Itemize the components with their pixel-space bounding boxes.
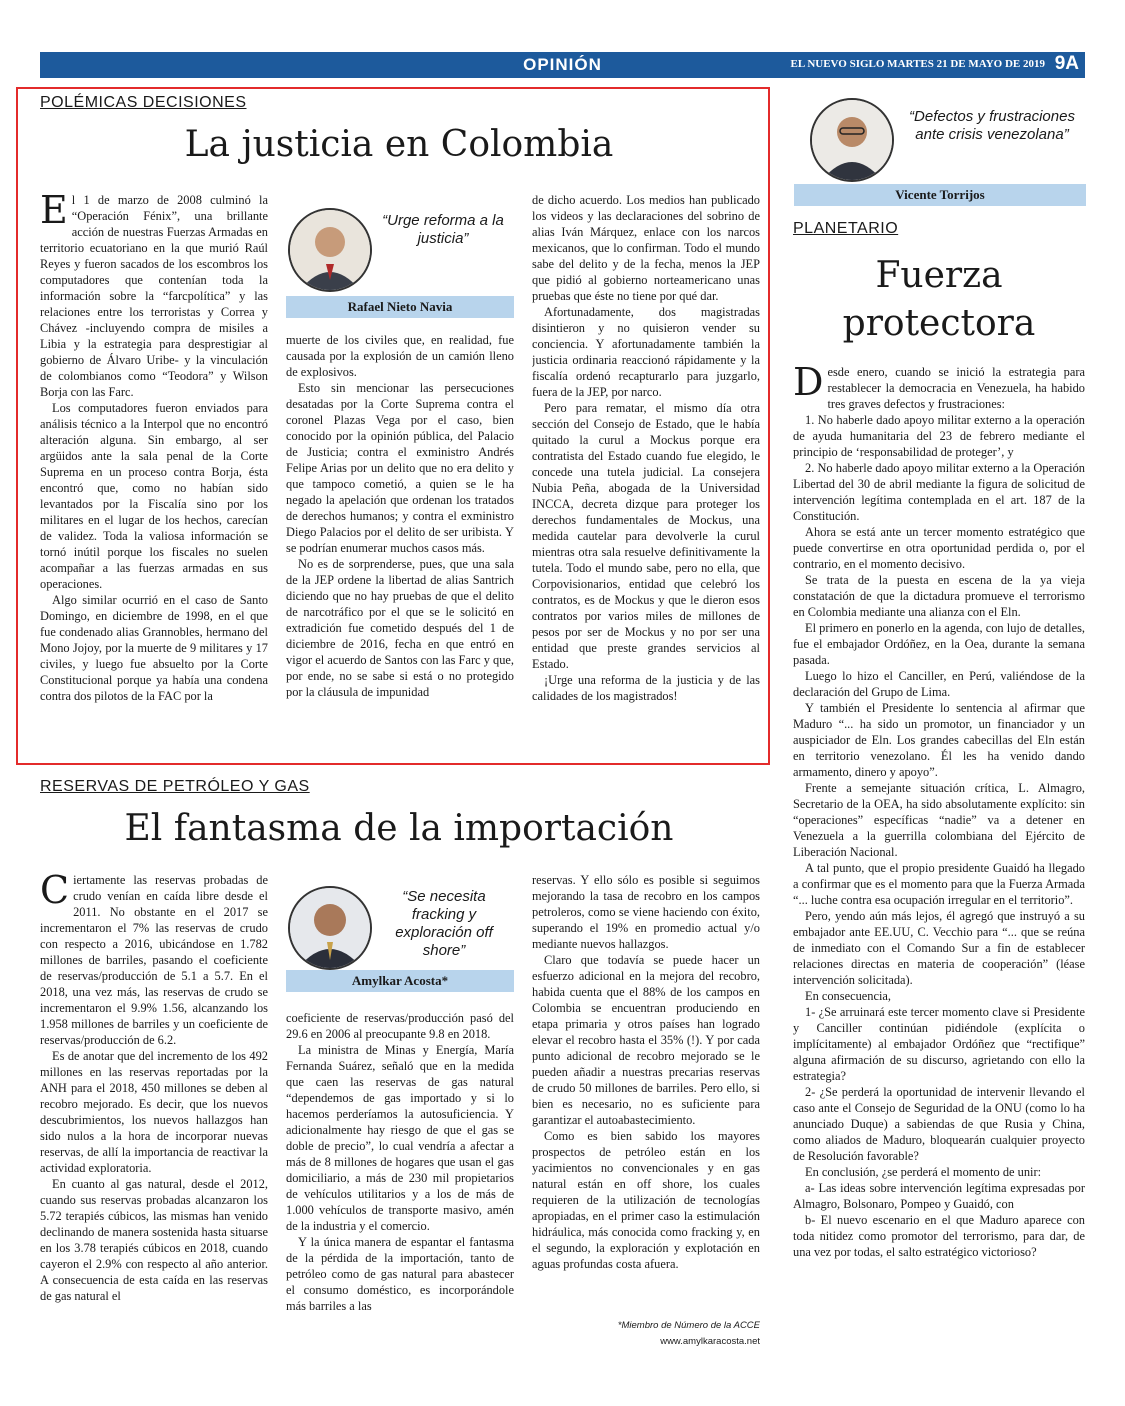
paragraph: Pero, yendo aún más lejos, él agregó que instruyó a su embajador ante EE.UU, C. Vecchio para “... que se reúna de inmediato con el Comando Sur a fin de establecer relaciones directas en materia de cooperación” (léase intervención solicitada).: [793, 909, 1085, 987]
paragraph: muerte de los civiles que, en realidad, fue causada por la explosión de un camión lleno de explosivos.: [286, 333, 514, 379]
paragraph: a- Las ideas sobre intervención legítima expresadas por Almagro, Bolsonaro, Pompeo y Guaidó, con: [793, 1181, 1085, 1211]
article2-col1: [40, 872, 268, 1362]
article2-title: El fantasma de la importación: [124, 808, 674, 849]
paragraph: En cuanto al gas natural, desde el 2012, cuando sus reservas probadas alcanzaron los 5.72 terapiés cúbicos, las mismas han venido declinando de manera sostenida hasta situarse en los 3.78 terapiés cúbicos en 2018, cuando cayeron el 2.9% con respecto al año anterior. A consecuencia de esta caída en las reservas de gas natural el: [40, 1177, 268, 1303]
paragraph: 2. No haberle dado apoyo militar externo a la Operación Libertad del 30 de abril mediante la figura de solicitud de intervención legítima contemplada en el art. 187 de la Constitución.: [793, 461, 1085, 523]
paragraph: de dicho acuerdo. Los medios han publicado los videos y las declaraciones del sobrino de alias Iván Márquez, enlace con los narcos mexicanos, que lo confirman. Todo el mundo sabe del delito y de la fecha, menos la JEP que pidió al gobierno norteamericano unas pruebas que éste no tiene por qué dar.: [532, 193, 760, 303]
page-number: 9A: [1054, 53, 1079, 74]
author-photo: [810, 98, 894, 182]
paragraph: La ministra de Minas y Energía, María Fernanda Suárez, señaló que en la medida que caen las reservas de gas natural “dependemos de gas importado y si lo hacemos perderíamos la autosuficiencia. Y adicionalmente hay riesgo de que el gas se doble de precio”, lo cual vendría a afectar a más de 8 millones de hogares que usan el gas domiciliario, a más de 230 mil propietarios de vehículos utilitarios y a los de más de 1.000 vehículos de transporte masivo, amén de la industria y el comercio.: [286, 1043, 514, 1233]
page-header: [40, 52, 1085, 78]
section-title: OPINIÓN: [523, 55, 602, 74]
paragraph: En conclusión, ¿se perderá el momento de unir:: [805, 1165, 1042, 1179]
author-name: Rafael Nieto Navia: [286, 296, 514, 318]
article2-col3: [532, 872, 760, 1318]
paragraph: Los computadores fueron enviados para análisis técnico a la Interpol que no encontró alteración alguna. Sin embargo, al ser argüidos ante la sala penal de la Corte Suprema en un proceso contra Borja, ésta encontró que, como no habían sido levantados por la Fiscalía sino por los militares en el lugar de los hechos, carecían de validez. Toda la valiosa información se tornó inútil porque los fiscales no suelen acompañar a las fuerzas armadas en sus operaciones.: [40, 401, 268, 591]
pull-quote: “Se necesita fracking y exploración off shore”: [395, 888, 493, 959]
drop-cap: C: [40, 872, 70, 912]
paragraph: Afortunadamente, dos magistradas disintieron y no quisieron vender su conciencia. Y afortunadamente también la justicia ordinaria reaccionó rápidamente y la fiscalía ordenó recapturarlo para juzgarlo, fuera de la JEP, por narco.: [532, 305, 760, 399]
author-photo: [288, 886, 372, 970]
article1-col3: [532, 192, 760, 752]
article1-title: La justicia en Colombia: [184, 124, 614, 165]
paragraph: Es de anotar que del incremento de los 492 millones en las reservas reportadas por la ANH para el 2018, 450 millones se deben al recobro mejorado. Es decir, que los nuevos descubrimientos, los nuevos hallazgos han sido nulos a la hora de incorporar nuevas reservas, de allí la importancia de reactivar la actividad exploratoria.: [40, 1049, 268, 1175]
author-box-torrijos: [794, 92, 1086, 210]
paragraph: En consecuencia,: [805, 989, 892, 1003]
article1-col1: [40, 192, 268, 752]
paragraph: Pero para rematar, el mismo día otra sección del Consejo de Estado, que le había quitado la curul a Mockus porque era contratista del Estado cuando fue elegido, le concede una tutela judicial. La consejera Nubia Peña, abogada de la Universidad INCCA, decreta dizque para proteger los derechos fundamentales de Mockus, una medida cautelar para devolverle la curul mientras otra sala resuelve definitivamente la tutela. Todo el mundo sabe, pero no ella, que Corpovisionarios, entidad que celebró los contratos, es de Mockus y que le dieron esos contratos por varios miles de millones de pesos por ser de Mockus y no por ser una entidad que preste grandes servicios al Estado.: [532, 401, 760, 671]
paragraph: 1. No haberle dado apoyo militar externo a la operación de ayuda humanitaria del 23 de febrero mediante el principio de ‘responsabilidad de proteger’, y: [793, 413, 1085, 459]
paragraph: l 1 de marzo de 2008 culminó la “Operación Fénix”, una brillante acción de nuestras Fuerzas Armadas en territorio ecuatoriano en la que murió Raúl Reyes y fueron sacados de los escombros los computadores que contenían toda la información sobre la “farcpolítica” y las relaciones entre los terroristas y Correa y Chávez -incluyendo compra de misiles a Libia y la estrategia para desprestigiar al gobierno de Álvaro Uribe- y la vinculación de colombianos como “Teodora” y Wilson Borja con las Farc.: [40, 193, 268, 399]
paragraph: No es de sorprenderse, pues, que una sala de la JEP ordene la libertad de alias Santrich diciendo que no hay pruebas de que el delito de narcotráfico por el que se le solicitó en extradición fue cometido después del 1 de diciembre de 2016, fecha en que entró en vigor el acuerdo de Santos con las Farc y que, por ende, no se sabe si está o no protegido por la cláusula de impunidad: [286, 557, 514, 699]
paragraph: Frente a semejante situación crítica, L. Almagro, Secretario de la OEA, ha sido absolutamente explícito: sin “operaciones” específicas “nadie” va a detener en Venezuela a la guerrilla colombiana del Ejército de Liberación Nacional.: [793, 781, 1085, 859]
article2-col2: [286, 1010, 514, 1362]
paragraph: Se trata de la puesta en escena de la ya vieja constatación de que la dictadura promueve el terrorismo en Colombia mediante una alianza con el Eln.: [793, 573, 1085, 619]
paragraph: Y también el Presidente lo sentencia al afirmar que Maduro “... ha sido un promotor, un financiador y un auspiciador de Eln. Los grandes cabecillas del Eln están en territorio venezolano. Él les ha venido dando armamento, dinero y apoyo”.: [793, 701, 1085, 779]
author-box-acosta: [286, 876, 514, 1000]
pull-quote: “Defectos y frustraciones ante crisis venezolana”: [909, 108, 1075, 143]
paragraph: ¡Urge una reforma de la justicia y de las calidades de los magistrados!: [532, 673, 760, 703]
article1-kicker: POLÉMICAS DECISIONES: [40, 94, 247, 111]
masthead-date: EL NUEVO SIGLO MARTES 21 DE MAYO DE 2019: [790, 58, 1045, 70]
author-box-nieto: [286, 196, 514, 320]
paragraph: b- El nuevo escenario en el que Maduro aparece con toda nitidez como promotor del terrorismo, para dar, de una vez por todas, el salto estratégico victorioso?: [793, 1213, 1085, 1259]
paragraph: Como es bien sabido los mayores prospectos de petróleo están en los yacimientos no convencionales y en gas natural están en off shore, los cuales requieren de la utilización de tecnologías apropiadas, en el primer caso la estimulación hidráulica, más conocida como fracking y, en el segundo, la exploración y explotación en aguas profundas costa afuera.: [532, 1129, 760, 1271]
paragraph: iertamente las reservas probadas de crudo venían en caída libre desde el 2011. No obstante en el 2017 se incrementaron el 7% las reservas de crudo con respecto a 2016, ubicándose en 1.782 millones de barriles, pasando el coeficiente de reservas/producción de 5.1 a 5.7. En el 2018, una vez más, las reservas de crudo se incrementaron el 9.9% 1.56, alcanzando los 1.958 millones de barriles y un coeficiente de reservas/producción de 6.2.: [40, 873, 268, 1047]
drop-cap: E: [40, 192, 68, 232]
author-name: Amylkar Acosta*: [286, 970, 514, 992]
footnote: *Miembro de Número de la ACCE: [617, 1320, 760, 1331]
paragraph: Algo similar ocurrió en el caso de Santo Domingo, en diciembre de 1998, en el que fue condenado alias Grannobles, hermano del Mono Jojoy, por la muerte de 9 militares y 17 civiles, y luego fue absuelto por la Corte Constitucional porque ya había una condena contra dos pilotos de la FAC por la: [40, 593, 268, 703]
paragraph: 1- ¿Se arruinará este tercer momento clave si Presidente y Canciller continúan pidiéndole (explícita o implícitamente) al embajador Ordóñez que “rectifique” alguna afirmación de su discurso, agrietando con ello la estrategia?: [793, 1005, 1085, 1083]
article1-col2: [286, 332, 514, 752]
title-line: protectora: [842, 303, 1036, 344]
article3-body: [793, 364, 1085, 1380]
paragraph: El primero en ponerlo en la agenda, con lujo de detalles, fue el embajador Ordóñez, en la Oea, durante la semana pasada.: [793, 621, 1085, 667]
pull-quote: “Urge reforma a la justicia”: [382, 212, 504, 247]
article2-kicker: RESERVAS DE PETRÓLEO Y GAS: [40, 778, 310, 795]
paragraph: Y la única manera de espantar el fantasma de la pérdida de la importación, tanto de petróleo como de gas natural para abastecer el consumo doméstico, es incorporándole más barriles a las: [286, 1235, 514, 1313]
paragraph: Ahora se está ante un tercer momento estratégico que puede convertirse en otra oportunidad perdida o, por el contrario, en el momento decisivo.: [793, 525, 1085, 571]
paragraph: esde enero, cuando se inició la estrategia para restablecer la democracia en Venezuela, ha habido tres graves defectos y frustraciones:: [827, 365, 1085, 411]
drop-cap: D: [793, 364, 824, 404]
author-website[interactable]: www.amylkaracosta.net: [660, 1336, 760, 1347]
paragraph: Esto sin mencionar las persecuciones desatadas por la Corte Suprema contra el coronel Plazas Vega por el caso, bien conocido por la opinión pública, del Palacio de Justicia; contra el exministro Andrés Felipe Arias por un delito que no era delito y que tampoco cometió, a quien se le ha negado la apelación que ordenan los tratados de derechos humanos; y contra el exministro Diego Palacios por el delito de ser uribista. Y se podrían enumerar muchos casos más.: [286, 381, 514, 555]
article3-kicker: PLANETARIO: [793, 220, 899, 237]
title-line: Fuerza: [875, 255, 1003, 296]
paragraph: 2- ¿Se perderá la oportunidad de intervenir llevando el caso ante el Consejo de Seguridad de la ONU (como lo ha anunciado Duque) a sabiendas de que Rusia y China, como aliados de Maduro, bloquearán cualquier proyecto de Resolución favorable?: [793, 1085, 1085, 1163]
paragraph: Claro que todavía se puede hacer un esfuerzo adicional en la mejora del recobro, habida cuenta que el 88% de los campos en Colombia se encuentran produciendo en etapa primaria y otros países han logrado elevar el recobro hasta el 35% (!). Y por cada punto adicional de recobro mejorado se le pueden añadir a nuestras precarias reservas de crudo 50 millones de barriles. Pero ello, si bien es necesario, no es suficiente para garantizar el autoabastecimiento.: [532, 953, 760, 1127]
author-name: Vicente Torrijos: [794, 184, 1086, 206]
paragraph: coeficiente de reservas/producción pasó del 29.6 en 2006 al preocupante 9.8 en 2018.: [286, 1011, 514, 1041]
paragraph: A tal punto, que el propio presidente Guaidó ha llegado a confirmar que es el momento para que la Fuerza Armada “... luche contra esa ocupación irregular en el territorio”.: [793, 861, 1085, 907]
article3-title: [793, 252, 1085, 348]
author-photo: [288, 208, 372, 292]
paragraph: Luego lo hizo el Canciller, en Perú, valiéndose de la declaración del Grupo de Lima.: [793, 669, 1085, 699]
paragraph: reservas. Y ello sólo es posible si seguimos mejorando la tasa de recobro en los campos petroleros, como se viene haciendo con éxito, superando el 19% en promedio actual y/o mediante nuevos hallazgos.: [532, 873, 760, 951]
